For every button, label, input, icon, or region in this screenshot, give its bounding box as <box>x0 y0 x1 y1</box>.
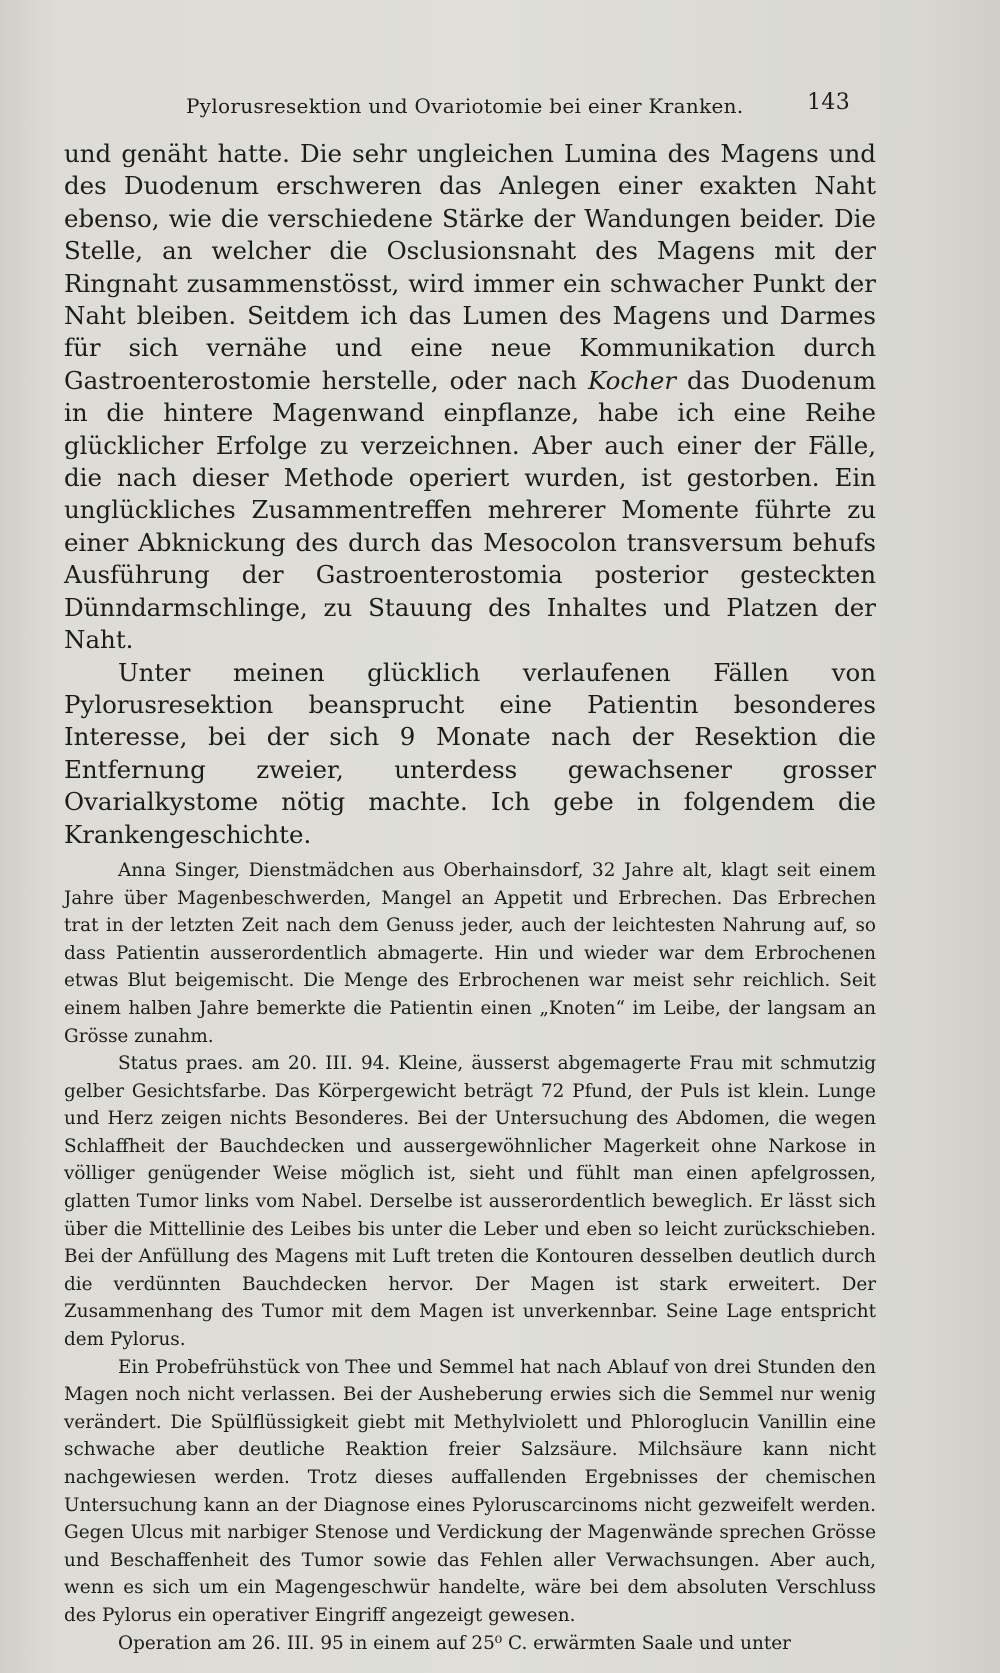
case-history-examination: Ein Probefrühstück von Thee und Semmel hat nach Ablauf von drei Stunden den Magen noch nicht verlassen. Bei der Ausheberung erwies sich die Semmel nur wenig verändert. Die Spülflüssigkeit giebt mit Methylviolett und Phloroglucin Vanillin eine schwache aber deutliche Reaktion freier Salzsäure. Milchsäure kann nicht nachgewiesen werden. Trotz dieses auffallenden Ergebnisses der chemischen Untersuchung kann an der Diagnose eines Pyloruscarcinoms nicht gezweifelt werden. Gegen Ulcus mit narbiger Stenose und Verdickung der Magenwände sprechen Grösse und Beschaffenheit des Tumor sowie das Fehlen aller Verwachsungen. Aber auch, wenn es sich um ein Magengeschwür handelte, wäre bei dem absoluten Verschluss des Pylorus ein operativer Eingriff angezeigt gewesen. <box>64 1356 876 1626</box>
text-block <box>64 138 876 1657</box>
case-history-status: Status praes. am 20. III. 94. Kleine, äusserst abgemagerte Frau mit schmutzig gelber Gesichtsfarbe. Das Körpergewicht beträgt 72 Pfund, der Puls ist klein. Lunge und Herz zeigen nichts Besonderes. Bei der Untersuchung des Abdomen, die wegen Schlaffheit der Bauchdecken und aussergewöhnlicher Magerkeit ohne Narkose in völliger genügender Weise möglich ist, sieht und fühlt man einen apfelgrossen, glatten Tumor links vom Nabel. Derselbe ist ausserordentlich beweglich. Er lässt sich über die Mittellinie des Leibes bis unter die Leber und eben so leicht zurückschieben. Bei der Anfüllung des Magens mit Luft treten die Kontouren desselben deutlich durch die verdünnten Bauchdecken hervor. Der Magen ist stark erweitert. Der Zusammenhang des Tumor mit dem Magen ist unverkennbar. Seine Lage entspricht dem Pylorus. <box>64 1053 876 1351</box>
author-name-italic: Kocher <box>588 365 677 395</box>
case-history-anamnesis: Anna Singer, Dienstmädchen aus Oberhainsdorf, 32 Jahre alt, klagt seit einem Jahre über Magenbeschwerden, Mangel an Appetit und Erbrechen. Das Erbrechen trat in der letzten Zeit nach dem Genuss jeder, auch der leichtesten Nahrung auf, so dass Patientin ausserordentlich abmagerte. Hin und wieder war dem Erbrochenen etwas Blut beigemischt. Die Menge des Erbrochenen war meist sehr reichlich. Seit einem halben Jahre bemerkte die Patientin einen „Knoten“ im Leibe, der langsam an Grösse zunahm. <box>64 859 876 1047</box>
running-head <box>66 88 850 124</box>
paragraph-text: und genäht hatte. Die sehr ungleichen Lumina des Magens und des Duodenum erschweren das Anlegen einer exakten Naht ebenso, wie die verschiedene Stärke der Wandungen beider. Die Stelle, an welcher die Osclusionsnaht des Magens mit der Ringnaht zusammenstösst, wird immer ein schwacher Punkt der Naht bleiben. Seitdem ich das Lumen des Magens und Darmes für sich vernähe und eine neue Kommunikation durch Gastroenterostomie herstelle, oder nach <box>64 139 876 395</box>
running-title: Pylorusresektion und Ovariotomie bei einer Kranken. <box>186 94 744 118</box>
paragraph-text: das Duodenum in die hintere Magenwand einpflanze, habe ich eine Reihe glücklicher Erfolge zu verzeichnen. Aber auch einer der Fälle, die nach dieser Methode operiert wurden, ist gestorben. Ein unglückliches Zusammentreffen mehrerer Momente führte zu einer Abknickung des durch das Mesocolon transversum behufs Ausführung der Gastroenterostomia posterior gesteckten Dünndarmschlinge, zu Stauung des Inhaltes und Platzen der Naht. <box>64 365 876 655</box>
paragraph-continuation <box>64 138 876 657</box>
case-history-operation: Operation am 26. III. 95 in einem auf 25⁰ C. erwärmten Saale und unter <box>118 1632 791 1654</box>
paragraph-case-intro: Unter meinen glücklich verlaufenen Fällen von Pylorusresektion beansprucht eine Patientin besonderes Interesse, bei der sich 9 Monate nach der Resektion die Entfernung zweier, unterdess gewachsener grosser Ovarialkystome nötig machte. Ich gebe in folgendem die Krankengeschichte. <box>64 657 876 849</box>
page-number: 143 <box>807 90 850 115</box>
